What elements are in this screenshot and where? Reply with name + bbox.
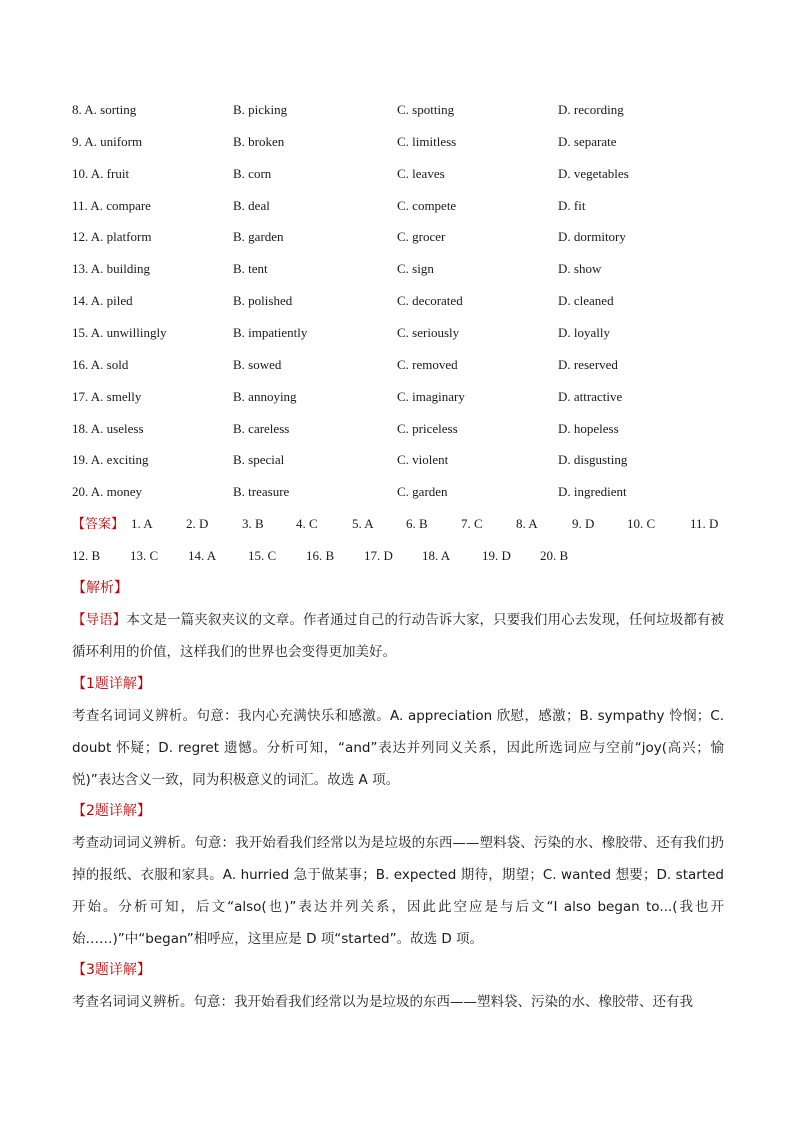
option-c: C. imaginary: [397, 388, 465, 404]
answer-item: 4. C: [296, 516, 318, 531]
option-a: 9. A. uniform: [72, 133, 143, 149]
answer-item: 14. A: [188, 548, 217, 563]
answer-item: 16. B: [306, 548, 335, 563]
option-b: B. polished: [233, 293, 293, 309]
option-c: C. compete: [397, 197, 457, 213]
detail-heading-1: 【1题详解】: [72, 676, 151, 692]
answer-item: 9. D: [572, 516, 595, 531]
answer-item: 2. D: [186, 516, 209, 531]
option-row: [0, 259, 794, 279]
option-a: 17. A. smelly: [72, 388, 142, 404]
answer-item: 17. D: [364, 548, 393, 563]
option-b: B. careless: [233, 420, 290, 436]
option-c: C. grocer: [397, 229, 446, 245]
option-row: [0, 419, 794, 439]
option-b: B. broken: [233, 133, 285, 149]
option-c: C. removed: [397, 356, 458, 372]
option-b: B. special: [233, 452, 285, 468]
option-c: C. spotting: [397, 102, 455, 117]
option-a: 15. A. unwillingly: [72, 324, 167, 340]
option-d: D. attractive: [558, 388, 623, 404]
analysis-heading: 【解析】: [72, 580, 128, 596]
detail-heading-2: 【2题详解】: [72, 803, 151, 819]
option-d: D. show: [558, 261, 602, 277]
answer-line-2: [72, 546, 732, 566]
answer-item: 3. B: [242, 516, 264, 531]
option-d: D. ingredient: [558, 484, 627, 500]
option-d: D. disgusting: [558, 452, 628, 468]
intro-text: 本文是一篇夹叙夹议的文章。作者通过自己的行动告诉大家，只要我们用心去发现，任何垃圾都有被循环利用的价值，这样我们的世界也会变得更加美好。: [72, 612, 725, 660]
detail-text-3: 考查名词词义辨析。句意：我开始看我们经常以为是垃圾的东西——塑料袋、污染的水、橡胶带、还有我: [72, 994, 693, 1010]
option-a: 12. A. platform: [72, 229, 152, 245]
option-d: D. hopeless: [558, 420, 619, 436]
option-a: 20. A. money: [72, 484, 143, 500]
answer-item: 11. D: [690, 516, 719, 531]
option-c: C. leaves: [397, 165, 445, 181]
option-a: 16. A. sold: [72, 356, 129, 372]
option-row: [0, 482, 794, 502]
option-d: D. fit: [558, 197, 586, 213]
intro-label: 【导语】: [72, 612, 127, 628]
option-row: [0, 100, 794, 120]
option-c: C. garden: [397, 484, 448, 500]
answer-item: 10. C: [627, 516, 656, 531]
intro-paragraph: [72, 604, 724, 668]
option-b: B. deal: [233, 197, 270, 213]
option-row: [0, 355, 794, 375]
option-d: D. separate: [558, 133, 617, 149]
answer-item: 12. B: [72, 548, 101, 563]
option-row: [0, 196, 794, 216]
option-b: B. impatiently: [233, 324, 308, 340]
answer-item: 13. C: [130, 548, 159, 563]
option-a: 19. A. exciting: [72, 452, 149, 468]
option-d: D. reserved: [558, 356, 618, 372]
option-b: B. garden: [233, 229, 284, 245]
answer-item: 6. B: [406, 516, 428, 531]
option-a: 14. A. piled: [72, 293, 133, 309]
option-row: [0, 323, 794, 343]
option-d: D. cleaned: [558, 293, 614, 309]
option-c: C. priceless: [397, 420, 458, 436]
option-d: D. loyally: [558, 324, 610, 340]
option-row: [0, 227, 794, 247]
option-a: 8. A. sorting: [72, 102, 137, 117]
option-d: D. recording: [558, 102, 624, 117]
answer-item: 8. A: [516, 516, 538, 531]
answer-item: 5. A: [352, 516, 374, 531]
answer-label: 【答案】: [72, 516, 125, 531]
option-a: 18. A. useless: [72, 420, 144, 436]
option-row: [0, 291, 794, 311]
option-b: B. treasure: [233, 484, 290, 500]
answer-item: 7. C: [461, 516, 483, 531]
option-b: B. annoying: [233, 388, 297, 404]
option-b: B. corn: [233, 165, 272, 181]
option-b: B. picking: [233, 102, 288, 117]
answer-item: 20. B: [540, 548, 569, 563]
detail-text-2: 考查动词词义辨析。句意：我开始看我们经常以为是垃圾的东西——塑料袋、污染的水、橡胶带、还有我们扔掉的报纸、衣服和家具。A. hurried 急于做某事；B. expected 期待，期望；C. wanted 想要；D. started 开始。分析可知，后文“also(也)”表达并列关系，因此此空应是与后文“I also began to...(我也开始……)”中“began”相呼应，这里应是 D 项“started”。故选 D 项。: [72, 835, 724, 947]
answer-item: 15. C: [248, 548, 277, 563]
answer-item: 19. D: [482, 548, 511, 563]
option-a: 11. A. compare: [72, 197, 151, 213]
detail-heading-3: 【3题详解】: [72, 962, 151, 978]
answer-item: 1. A: [131, 516, 153, 531]
option-c: C. limitless: [397, 133, 457, 149]
option-c: C. decorated: [397, 293, 463, 309]
option-d: D. vegetables: [558, 165, 629, 181]
detail-text-1: 考查名词词义辨析。句意：我内心充满快乐和感激。A. appreciation 欣慰，感激；B. sympathy 怜悯；C. doubt 怀疑；D. regret 遗憾。分析可知，“and”表达并列同义关系，因此所选词应与空前“joy(高兴；愉悦)”表达含义一致，同为积极意义的词汇。故选 A 项。: [72, 708, 724, 788]
option-row: [0, 450, 794, 470]
option-a: 13. A. building: [72, 261, 151, 277]
option-c: C. violent: [397, 452, 449, 468]
option-row: [0, 387, 794, 407]
option-b: B. sowed: [233, 356, 282, 372]
answer-line-1: [72, 514, 732, 534]
option-c: C. seriously: [397, 324, 460, 340]
answer-item: 18. A: [422, 548, 451, 563]
option-row: [0, 132, 794, 152]
option-d: D. dormitory: [558, 229, 626, 245]
option-c: C. sign: [397, 261, 434, 277]
option-row: [0, 164, 794, 184]
option-b: B. tent: [233, 261, 268, 277]
option-a: 10. A. fruit: [72, 165, 130, 181]
